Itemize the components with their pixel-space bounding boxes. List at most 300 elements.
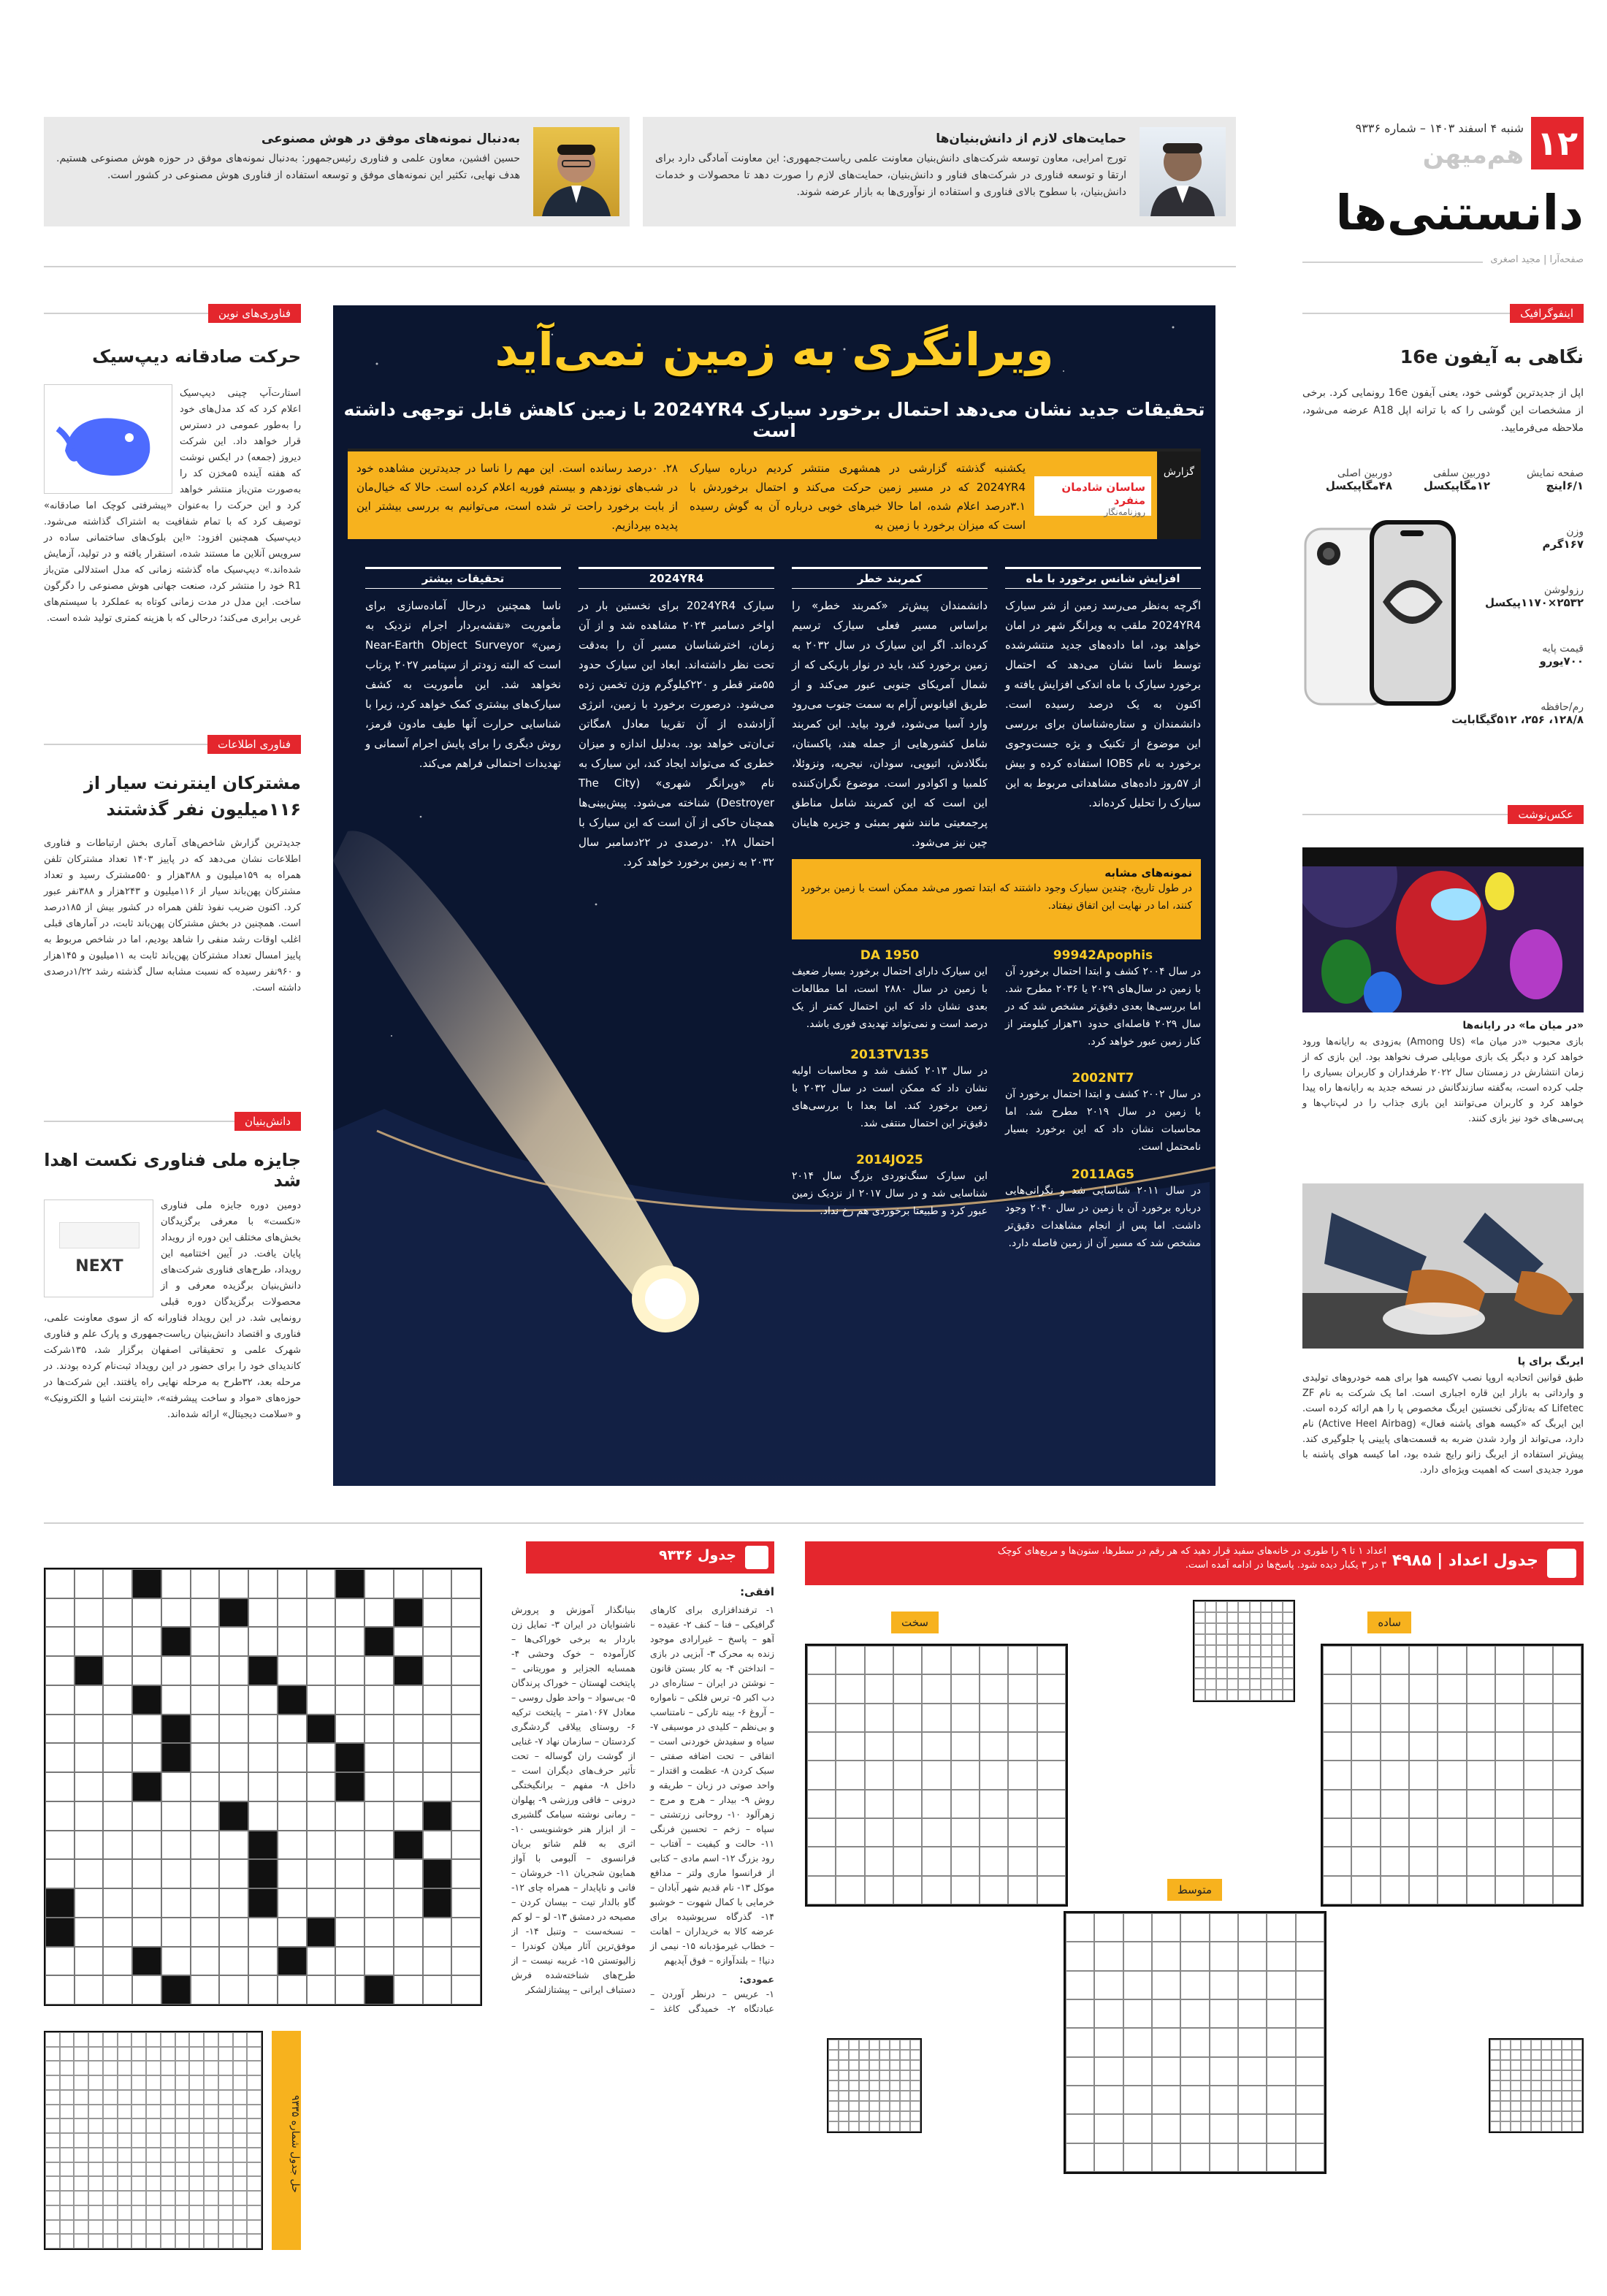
answer-cell[interactable] — [1194, 1645, 1205, 1656]
sudoku-cell[interactable] — [1409, 1790, 1438, 1818]
answer-cell[interactable] — [218, 2090, 233, 2105]
crossword-cell[interactable] — [191, 1569, 220, 1598]
answer-cell[interactable] — [175, 2032, 190, 2047]
answer-cell[interactable] — [1250, 1668, 1261, 1679]
answer-cell[interactable] — [1531, 2101, 1541, 2111]
answer-cell[interactable] — [879, 2060, 890, 2070]
crossword-cell[interactable] — [364, 1975, 394, 2005]
answer-cell[interactable] — [828, 2070, 839, 2080]
answer-cell[interactable] — [828, 2060, 839, 2070]
answer-cell[interactable] — [1562, 2111, 1572, 2121]
crossword-cell[interactable] — [45, 1627, 75, 1656]
answer-cell[interactable] — [1541, 2101, 1551, 2111]
crossword-cell[interactable] — [248, 1801, 278, 1831]
crossword-cell[interactable] — [335, 1685, 364, 1715]
answer-cell[interactable] — [1272, 1645, 1283, 1656]
answer-cell[interactable] — [849, 2080, 859, 2091]
answer-cell[interactable] — [218, 2148, 233, 2162]
sudoku-cell[interactable] — [1438, 1761, 1466, 1789]
answer-cell[interactable] — [131, 2032, 146, 2047]
sudoku-cell[interactable] — [1210, 1999, 1238, 2028]
answer-cell[interactable] — [890, 2101, 900, 2111]
crossword-cell[interactable] — [423, 1947, 452, 1976]
crossword-cell[interactable] — [248, 1918, 278, 1947]
answer-cell[interactable] — [233, 2148, 248, 2162]
crossword-cell[interactable] — [278, 1569, 307, 1598]
sudoku-cell[interactable] — [1296, 1913, 1324, 1942]
crossword-cell[interactable] — [161, 1772, 191, 1801]
sudoku-cell[interactable] — [1296, 2114, 1324, 2143]
sudoku-cell[interactable] — [893, 1704, 922, 1732]
crossword-cell[interactable] — [161, 1569, 191, 1598]
answer-cell[interactable] — [161, 2090, 175, 2105]
sudoku-cell[interactable] — [1381, 1732, 1409, 1761]
answer-cell[interactable] — [1521, 2040, 1531, 2050]
answer-cell[interactable] — [74, 2047, 88, 2062]
sudoku-cell[interactable] — [1296, 2086, 1324, 2114]
answer-cell[interactable] — [1227, 1690, 1238, 1701]
sudoku-cell[interactable] — [1037, 1674, 1066, 1703]
answer-cell[interactable] — [1511, 2060, 1521, 2070]
answer-cell[interactable] — [1521, 2050, 1531, 2060]
answer-cell[interactable] — [204, 2148, 218, 2162]
answer-cell[interactable] — [131, 2162, 146, 2177]
sudoku-cell[interactable] — [865, 1847, 893, 1875]
crossword-cell[interactable] — [451, 1859, 481, 1888]
answer-cell[interactable] — [218, 2118, 233, 2133]
answer-cell[interactable] — [131, 2220, 146, 2235]
answer-cell[interactable] — [233, 2220, 248, 2235]
crossword-cell[interactable] — [219, 1627, 248, 1656]
sudoku-cell[interactable] — [1210, 2057, 1238, 2086]
answer-cell[interactable] — [910, 2101, 920, 2111]
crossword-cell[interactable] — [423, 1685, 452, 1715]
crossword-cell[interactable] — [161, 1918, 191, 1947]
answer-cell[interactable] — [1531, 2091, 1541, 2101]
answer-cell[interactable] — [1238, 1668, 1249, 1679]
answer-cell[interactable] — [88, 2162, 103, 2177]
crossword-cell[interactable] — [394, 1918, 423, 1947]
sudoku-cell[interactable] — [1409, 1847, 1438, 1875]
sudoku-cell[interactable] — [893, 1790, 922, 1818]
answer-cell[interactable] — [88, 2148, 103, 2162]
sudoku-cell[interactable] — [951, 1818, 980, 1847]
sudoku-cell[interactable] — [1467, 1761, 1495, 1789]
crossword-cell[interactable] — [335, 1743, 364, 1772]
sudoku-cell[interactable] — [1553, 1790, 1581, 1818]
answer-cell[interactable] — [879, 2040, 890, 2050]
answer-cell[interactable] — [118, 2133, 132, 2148]
crossword-cell[interactable] — [394, 1772, 423, 1801]
answer-cell[interactable] — [218, 2191, 233, 2205]
answer-cell[interactable] — [1216, 1601, 1227, 1612]
answer-cell[interactable] — [1551, 2121, 1562, 2132]
crossword-cell[interactable] — [191, 1772, 220, 1801]
answer-cell[interactable] — [204, 2075, 218, 2090]
answer-cell[interactable] — [1216, 1612, 1227, 1623]
sudoku-cell[interactable] — [865, 1646, 893, 1674]
answer-cell[interactable] — [1238, 1645, 1249, 1656]
answer-cell[interactable] — [879, 2070, 890, 2080]
answer-cell[interactable] — [146, 2032, 161, 2047]
crossword-cell[interactable] — [45, 1772, 75, 1801]
sudoku-cell[interactable] — [1180, 1942, 1209, 1970]
answer-cell[interactable] — [189, 2032, 204, 2047]
answer-cell[interactable] — [247, 2118, 262, 2133]
answer-cell[interactable] — [131, 2075, 146, 2090]
answer-cell[interactable] — [74, 2075, 88, 2090]
sudoku-cell[interactable] — [1152, 1913, 1180, 1942]
crossword-cell[interactable] — [103, 1685, 132, 1715]
answer-cell[interactable] — [1238, 1612, 1249, 1623]
answer-cell[interactable] — [161, 2061, 175, 2075]
sudoku-cell[interactable] — [1123, 2143, 1152, 2172]
answer-cell[interactable] — [74, 2191, 88, 2205]
answer-cell[interactable] — [849, 2121, 859, 2132]
sudoku-cell[interactable] — [893, 1732, 922, 1761]
answer-cell[interactable] — [161, 2133, 175, 2148]
answer-cell[interactable] — [828, 2091, 839, 2101]
answer-cell[interactable] — [1572, 2111, 1582, 2121]
crossword-cell[interactable] — [132, 1831, 161, 1860]
crossword-cell[interactable] — [132, 1888, 161, 1918]
crossword-cell[interactable] — [307, 1947, 336, 1976]
answer-cell[interactable] — [839, 2070, 849, 2080]
sudoku-cell[interactable] — [1495, 1646, 1524, 1674]
crossword-cell[interactable] — [278, 1947, 307, 1976]
sudoku-cell[interactable] — [1008, 1761, 1037, 1789]
answer-cell[interactable] — [900, 2040, 910, 2050]
answer-cell[interactable] — [175, 2148, 190, 2162]
sudoku-cell[interactable] — [922, 1847, 950, 1875]
sudoku-cell[interactable] — [1267, 2086, 1295, 2114]
crossword-cell[interactable] — [335, 1918, 364, 1947]
answer-cell[interactable] — [890, 2121, 900, 2132]
sudoku-cell[interactable] — [1152, 1942, 1180, 1970]
sudoku-cell[interactable] — [1438, 1732, 1466, 1761]
crossword-cell[interactable] — [219, 1772, 248, 1801]
sudoku-cell[interactable] — [1066, 1999, 1094, 2028]
answer-cell[interactable] — [131, 2191, 146, 2205]
crossword-cell[interactable] — [161, 1801, 191, 1831]
sudoku-cell[interactable] — [1008, 1674, 1037, 1703]
answer-cell[interactable] — [1551, 2111, 1562, 2121]
crossword-cell[interactable] — [423, 1627, 452, 1656]
answer-cell[interactable] — [869, 2070, 879, 2080]
sudoku-cell[interactable] — [865, 1704, 893, 1732]
crossword-cell[interactable] — [364, 1859, 394, 1888]
answer-cell[interactable] — [839, 2091, 849, 2101]
crossword-cell[interactable] — [394, 1859, 423, 1888]
answer-cell[interactable] — [1551, 2050, 1562, 2060]
answer-cell[interactable] — [869, 2101, 879, 2111]
answer-cell[interactable] — [869, 2091, 879, 2101]
crossword-cell[interactable] — [191, 1831, 220, 1860]
sudoku-cell[interactable] — [951, 1732, 980, 1761]
crossword-cell[interactable] — [248, 1743, 278, 1772]
sudoku-cell[interactable] — [807, 1761, 836, 1789]
answer-cell[interactable] — [60, 2133, 75, 2148]
answer-cell[interactable] — [189, 2105, 204, 2119]
answer-cell[interactable] — [247, 2162, 262, 2177]
answer-cell[interactable] — [869, 2080, 879, 2091]
answer-cell[interactable] — [118, 2162, 132, 2177]
crossword-cell[interactable] — [278, 1831, 307, 1860]
sudoku-cell[interactable] — [836, 1761, 864, 1789]
answer-cell[interactable] — [247, 2075, 262, 2090]
sudoku-cell[interactable] — [1467, 1790, 1495, 1818]
answer-cell[interactable] — [233, 2047, 248, 2062]
answer-cell[interactable] — [189, 2133, 204, 2148]
answer-cell[interactable] — [890, 2070, 900, 2080]
answer-cell[interactable] — [218, 2234, 233, 2249]
answer-cell[interactable] — [1500, 2101, 1511, 2111]
sudoku-cell[interactable] — [1351, 1646, 1380, 1674]
answer-cell[interactable] — [161, 2105, 175, 2119]
answer-cell[interactable] — [247, 2191, 262, 2205]
answer-cell[interactable] — [189, 2061, 204, 2075]
answer-cell[interactable] — [118, 2090, 132, 2105]
answer-cell[interactable] — [233, 2118, 248, 2133]
answer-cell[interactable] — [60, 2205, 75, 2220]
sudoku-cell[interactable] — [1037, 1704, 1066, 1732]
sudoku-cell[interactable] — [1094, 2057, 1123, 2086]
sudoku-cell[interactable] — [1037, 1646, 1066, 1674]
answer-cell[interactable] — [879, 2111, 890, 2121]
answer-cell[interactable] — [828, 2101, 839, 2111]
crossword-cell[interactable] — [75, 1801, 104, 1831]
answer-cell[interactable] — [1531, 2070, 1541, 2080]
crossword-cell[interactable] — [191, 1685, 220, 1715]
answer-cell[interactable] — [1500, 2091, 1511, 2101]
answer-cell[interactable] — [218, 2047, 233, 2062]
answer-cell[interactable] — [1511, 2111, 1521, 2121]
sudoku-cell[interactable] — [807, 1847, 836, 1875]
sudoku-cell[interactable] — [1180, 2057, 1209, 2086]
answer-cell[interactable] — [1250, 1623, 1261, 1634]
sudoku-cell[interactable] — [1524, 1847, 1552, 1875]
answer-cell[interactable] — [1261, 1668, 1272, 1679]
answer-cell[interactable] — [161, 2162, 175, 2177]
crossword-cell[interactable] — [103, 1918, 132, 1947]
answer-cell[interactable] — [45, 2047, 60, 2062]
sudoku-cell[interactable] — [1066, 2028, 1094, 2056]
answer-cell[interactable] — [1500, 2111, 1511, 2121]
sudoku-cell[interactable] — [1323, 1761, 1351, 1789]
sudoku-cell[interactable] — [865, 1761, 893, 1789]
answer-cell[interactable] — [1272, 1612, 1283, 1623]
sudoku-cell[interactable] — [1296, 1971, 1324, 1999]
crossword-cell[interactable] — [75, 1947, 104, 1976]
answer-cell[interactable] — [146, 2191, 161, 2205]
answer-cell[interactable] — [247, 2105, 262, 2119]
crossword-cell[interactable] — [335, 1888, 364, 1918]
answer-cell[interactable] — [890, 2111, 900, 2121]
crossword-cell[interactable] — [75, 1743, 104, 1772]
sudoku-cell[interactable] — [1066, 1971, 1094, 1999]
answer-cell[interactable] — [204, 2205, 218, 2220]
answer-cell[interactable] — [146, 2220, 161, 2235]
crossword-cell[interactable] — [75, 1598, 104, 1628]
answer-cell[interactable] — [1562, 2060, 1572, 2070]
answer-cell[interactable] — [1261, 1679, 1272, 1690]
sudoku-cell[interactable] — [922, 1818, 950, 1847]
answer-cell[interactable] — [60, 2162, 75, 2177]
answer-cell[interactable] — [88, 2191, 103, 2205]
sudoku-cell[interactable] — [922, 1876, 950, 1904]
sudoku-cell[interactable] — [951, 1876, 980, 1904]
crossword-cell[interactable] — [132, 1715, 161, 1744]
answer-cell[interactable] — [233, 2205, 248, 2220]
sudoku-cell[interactable] — [980, 1732, 1008, 1761]
answer-cell[interactable] — [1205, 1645, 1216, 1656]
sudoku-cell[interactable] — [1267, 2143, 1295, 2172]
answer-cell[interactable] — [118, 2205, 132, 2220]
sudoku-cell[interactable] — [1210, 1913, 1238, 1942]
answer-cell[interactable] — [1511, 2080, 1521, 2091]
crossword-cell[interactable] — [191, 1947, 220, 1976]
answer-cell[interactable] — [910, 2050, 920, 2060]
answer-cell[interactable] — [1261, 1645, 1272, 1656]
answer-cell[interactable] — [218, 2105, 233, 2119]
answer-cell[interactable] — [189, 2205, 204, 2220]
answer-cell[interactable] — [204, 2176, 218, 2191]
answer-cell[interactable] — [1490, 2050, 1500, 2060]
crossword-cell[interactable] — [75, 1685, 104, 1715]
answer-cell[interactable] — [1283, 1679, 1294, 1690]
answer-cell[interactable] — [900, 2070, 910, 2080]
answer-cell[interactable] — [1572, 2091, 1582, 2101]
answer-cell[interactable] — [859, 2040, 869, 2050]
sudoku-cell[interactable] — [1066, 2057, 1094, 2086]
answer-cell[interactable] — [1261, 1623, 1272, 1634]
sudoku-hard[interactable] — [805, 1644, 1068, 1907]
crossword-cell[interactable] — [103, 1831, 132, 1860]
crossword-cell[interactable] — [423, 1859, 452, 1888]
sudoku-cell[interactable] — [893, 1818, 922, 1847]
sudoku-cell[interactable] — [1495, 1674, 1524, 1703]
answer-cell[interactable] — [1194, 1623, 1205, 1634]
sudoku-cell[interactable] — [1123, 1913, 1152, 1942]
crossword-cell[interactable] — [335, 1715, 364, 1744]
crossword-cell[interactable] — [278, 1598, 307, 1628]
answer-cell[interactable] — [45, 2176, 60, 2191]
answer-cell[interactable] — [1205, 1601, 1216, 1612]
crossword-cell[interactable] — [219, 1569, 248, 1598]
sudoku-cell[interactable] — [951, 1674, 980, 1703]
sudoku-cell[interactable] — [1123, 2028, 1152, 2056]
crossword-cell[interactable] — [219, 1947, 248, 1976]
crossword-cell[interactable] — [364, 1831, 394, 1860]
crossword-cell[interactable] — [335, 1859, 364, 1888]
sudoku-cell[interactable] — [1267, 2057, 1295, 2086]
sudoku-cell[interactable] — [836, 1732, 864, 1761]
answer-cell[interactable] — [233, 2191, 248, 2205]
answer-cell[interactable] — [74, 2234, 88, 2249]
crossword-cell[interactable] — [75, 1975, 104, 2005]
answer-cell[interactable] — [1531, 2060, 1541, 2070]
sudoku-cell[interactable] — [836, 1818, 864, 1847]
crossword-cell[interactable] — [45, 1975, 75, 2005]
answer-cell[interactable] — [131, 2148, 146, 2162]
answer-cell[interactable] — [1551, 2101, 1562, 2111]
sudoku-cell[interactable] — [1152, 2057, 1180, 2086]
crossword-cell[interactable] — [45, 1947, 75, 1976]
answer-cell[interactable] — [103, 2133, 118, 2148]
crossword-cell[interactable] — [307, 1888, 336, 1918]
sudoku-medium[interactable] — [1064, 1911, 1327, 2174]
sudoku-cell[interactable] — [1438, 1790, 1466, 1818]
crossword-cell[interactable] — [248, 1627, 278, 1656]
answer-cell[interactable] — [910, 2060, 920, 2070]
answer-cell[interactable] — [146, 2234, 161, 2249]
sudoku-cell[interactable] — [1381, 1847, 1409, 1875]
sudoku-cell[interactable] — [1495, 1876, 1524, 1904]
sudoku-cell[interactable] — [1323, 1646, 1351, 1674]
crossword-cell[interactable] — [278, 1656, 307, 1685]
sudoku-cell[interactable] — [1495, 1847, 1524, 1875]
sudoku-cell[interactable] — [1180, 2143, 1209, 2172]
answer-cell[interactable] — [189, 2162, 204, 2177]
answer-cell[interactable] — [247, 2133, 262, 2148]
answer-cell[interactable] — [859, 2080, 869, 2091]
sudoku-cell[interactable] — [1094, 1913, 1123, 1942]
answer-cell[interactable] — [45, 2061, 60, 2075]
crossword-cell[interactable] — [307, 1859, 336, 1888]
answer-cell[interactable] — [1500, 2070, 1511, 2080]
answer-cell[interactable] — [60, 2032, 75, 2047]
crossword-cell[interactable] — [394, 1743, 423, 1772]
sudoku-cell[interactable] — [980, 1790, 1008, 1818]
crossword-cell[interactable] — [75, 1715, 104, 1744]
answer-cell[interactable] — [1551, 2091, 1562, 2101]
answer-cell[interactable] — [161, 2032, 175, 2047]
crossword-cell[interactable] — [423, 1772, 452, 1801]
sudoku-cell[interactable] — [1351, 1818, 1380, 1847]
answer-cell[interactable] — [204, 2162, 218, 2177]
answer-cell[interactable] — [1261, 1690, 1272, 1701]
crossword-cell[interactable] — [278, 1627, 307, 1656]
answer-cell[interactable] — [218, 2075, 233, 2090]
crossword-cell[interactable] — [103, 1801, 132, 1831]
answer-cell[interactable] — [218, 2061, 233, 2075]
answer-cell[interactable] — [189, 2176, 204, 2191]
crossword-cell[interactable] — [307, 1831, 336, 1860]
answer-cell[interactable] — [218, 2220, 233, 2235]
answer-cell[interactable] — [233, 2090, 248, 2105]
answer-cell[interactable] — [1531, 2080, 1541, 2091]
answer-cell[interactable] — [1261, 1634, 1272, 1645]
crossword-cell[interactable] — [161, 1888, 191, 1918]
sudoku-cell[interactable] — [980, 1876, 1008, 1904]
crossword-cell[interactable] — [423, 1743, 452, 1772]
answer-cell[interactable] — [1227, 1679, 1238, 1690]
sudoku-cell[interactable] — [807, 1790, 836, 1818]
answer-cell[interactable] — [1551, 2080, 1562, 2091]
answer-cell[interactable] — [1216, 1657, 1227, 1668]
answer-cell[interactable] — [60, 2191, 75, 2205]
answer-cell[interactable] — [204, 2220, 218, 2235]
crossword-grid[interactable] — [44, 1568, 482, 2006]
sudoku-cell[interactable] — [807, 1646, 836, 1674]
answer-cell[interactable] — [45, 2133, 60, 2148]
answer-cell[interactable] — [879, 2101, 890, 2111]
answer-cell[interactable] — [900, 2050, 910, 2060]
sudoku-cell[interactable] — [1467, 1732, 1495, 1761]
answer-cell[interactable] — [1572, 2050, 1582, 2060]
crossword-cell[interactable] — [248, 1859, 278, 1888]
crossword-cell[interactable] — [132, 1685, 161, 1715]
